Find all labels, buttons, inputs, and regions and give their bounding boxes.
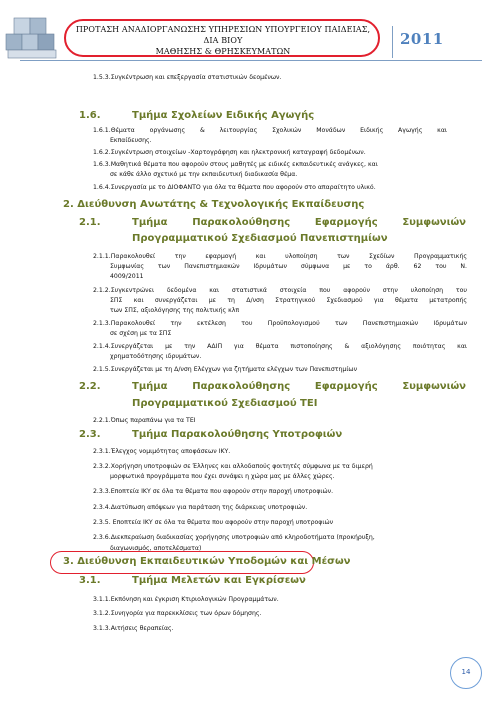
item-2-1-1-line-1: 2.1.1.Παρακολουθεί την εφαρμογή και υλοποίηση των Σχεδίων Προγραμματικής [93,253,467,260]
item-2-1-2-line-3: των ΣΠΣ, αξιολόγησης της πολιτικής κλπ [110,307,240,314]
header-title [70,24,376,57]
item-3-1-1: 3.1.1.Εκπόνηση και έγκριση Κτιριολογικών Προγραμμάτων. [93,596,279,603]
item-2-3-3: 2.3.3.Εποπτεία ΙΚΥ σε όλα τα θέματα που αφορούν στην παροχή υποτροφιών. [93,488,334,495]
item-1-6-3-line-1: 1.6.3.Μαθητικά θέματα που αφορούν στους μαθητές με ειδικές εκπαιδευτικές ανάγκες, και [93,161,378,168]
item-2-1-2-line-1: 2.1.2.Συγκεντρώνει δεδομένα και στατιστικά στοιχεία που αφορούν στην υλοποίηση του [93,287,467,294]
header-title-line-1: ΠΡΟΤΑΣΗ ΑΝΑΔΙΟΡΓΑΝΩΣΗΣ ΥΠΗΡΕΣΙΩΝ ΥΠΟΥΡΓΕΙΟΥ ΠΑΙΔΕΙΑΣ, ΔΙΑ ΒΙΟΥ [75,25,371,45]
section-3-1-title: Τμήμα Μελετών και Εγκρίσεων [132,575,306,586]
section-2-3-title: Τμήμα Παρακολούθησης Υποτροφιών [132,429,343,440]
item-1-6-2: 1.6.2.Συγκέντρωση στοιχείων -Χαρτογράφηση και ηλεκτρονική καταγραφή δεδομένων. [93,149,366,156]
stacked-cubes-logo [4,14,60,60]
item-2-2-1: 2.2.1.Όπως παραπάνω για τα ΤΕΙ [93,417,196,424]
header-title-line-2: ΜΑΘΗΣΗΣ & ΘΡΗΣΚΕΥΜΑΤΩΝ [155,47,291,56]
item-1-6-1-line-2: Εκπαίδευσης. [110,137,152,144]
item-1-6-4: 1.6.4.Συνεργασία με το ΔΙΟΦΑΝΤΟ για όλα τα θέματα που αφορούν στο απαραίτητο υλικό. [93,184,376,191]
section-2-2-title-line-1: Τμήμα Παρακολούθησης Εφαρμογής Συμφωνιών [132,381,466,392]
item-3-1-2: 3.1.2.Συνηγορία για παρεκκλίσεις των όρων δόμησης. [93,610,262,617]
item-2-1-4-line-1: 2.1.4.Συνεργάζεται με την ΑΔΙΠ για θέματα πιστοποίησης & αξιολόγησης ποιότητας και [93,343,467,350]
item-2-1-5: 2.1.5.Συνεργάζεται με τη Δ/νση Ελέγχων για ζητήματα ελέγχων των Πανεπιστημίων [93,366,358,373]
section-2-3-number: 2.3. [79,429,101,440]
item-1-5-3: 1.5.3.Συγκέντρωση και επεξεργασία στατιστικών δεομένων. [93,74,282,81]
item-2-1-1-line-2: Συμφωνίας των Πανεπιστημιακών Ιδρυμάτων σύμφωνα με το άρθ. 62 του Ν. [110,263,467,270]
header-divider [392,26,393,58]
header-year: 2011 [400,30,444,48]
section-2-2-number: 2.2. [79,381,101,392]
section-2-1-title-line-1: Τμήμα Παρακολούθησης Εφαρμογής Συμφωνιών [132,217,466,228]
directorate-2-title: 2. Διεύθυνση Ανωτάτης & Τεχνολογικής Εκπαίδευσης [63,199,365,210]
directorate-3-title: 3. Διεύθυνση Εκπαιδευτικών Υποδομών και Μέσων [63,556,351,567]
header-rule [20,60,482,61]
section-2-1-number: 2.1. [79,217,101,228]
item-2-1-3-line-2: σε σχέση με τα ΣΠΣ [110,330,172,337]
section-1-6-title: Τμήμα Σχολείων Ειδικής Αγωγής [132,110,315,121]
item-2-1-4-line-2: χρηματοδότησης ιδρυμάτων. [110,353,202,360]
item-2-3-6-line-1: 2.3.6.Διεκπεραίωση διαδικασίας χορήγησης υποτροφιών από κληροδοτήματα (προκήρυξη, [93,534,375,541]
item-2-3-4: 2.3.4.Διατύπωση απόψεων για παράταση της διάρκειας υποτροφιών. [93,504,308,511]
item-2-1-3-line-1: 2.1.3.Παρακολουθεί την εκτέλεση του Προϋπολογισμού των Πανεπιστημιακών Ιδρυμάτων [93,320,467,327]
item-2-3-2-line-2: μορφωτικά προγράμματα που έχει συνάψει η χώρα μας με άλλες χώρες. [110,473,335,480]
section-2-2-title-line-2: Προγραμματικού Σχεδιασμού ΤΕΙ [132,398,318,409]
section-1-6-number: 1.6. [79,110,101,121]
item-2-3-1: 2.3.1.Έλεγχος νομιμότητας αποφάσεων ΙΚΥ. [93,448,231,455]
item-3-1-3: 3.1.3.Αιτήσεις θεραπείας. [93,625,174,632]
item-2-1-2-line-2: ΣΠΣ και συνεργάζεται με τη Δ/νση Στρατηγικού Σχεδιασμού για θέματα μετατροπής [110,297,467,304]
page-number: 14 [461,668,471,676]
item-2-3-6-line-2: διαγωνισμός, αποτελέσματα) [110,545,202,552]
section-3-1-number: 3.1. [79,575,101,586]
item-2-3-2-line-1: 2.3.2.Χορήγηση υποτροφιών σε Έλληνες και αλλοδαπούς φοιτητές σύμφωνα με τα διμερή [93,463,373,470]
item-1-6-1-line-1: 1.6.1.Θέματα οργάνωσης & λειτουργίας Σχολικών Μονάδων Ειδικής Αγωγής και [93,127,447,134]
item-1-6-3-line-2: σε κάθε άλλο σχετικό με την εκπαιδευτική διαδικασία θέμα. [110,171,298,178]
section-2-1-title-line-2: Προγραμματικού Σχεδιασμού Πανεπιστημίων [132,233,388,244]
item-2-1-1-line-3: 4009/2011 [110,273,144,280]
item-2-3-5: 2.3.5. Εποπτεία ΙΚΥ σε όλα τα θέματα που αφορούν στην παροχή υποτροφιών [93,519,334,526]
